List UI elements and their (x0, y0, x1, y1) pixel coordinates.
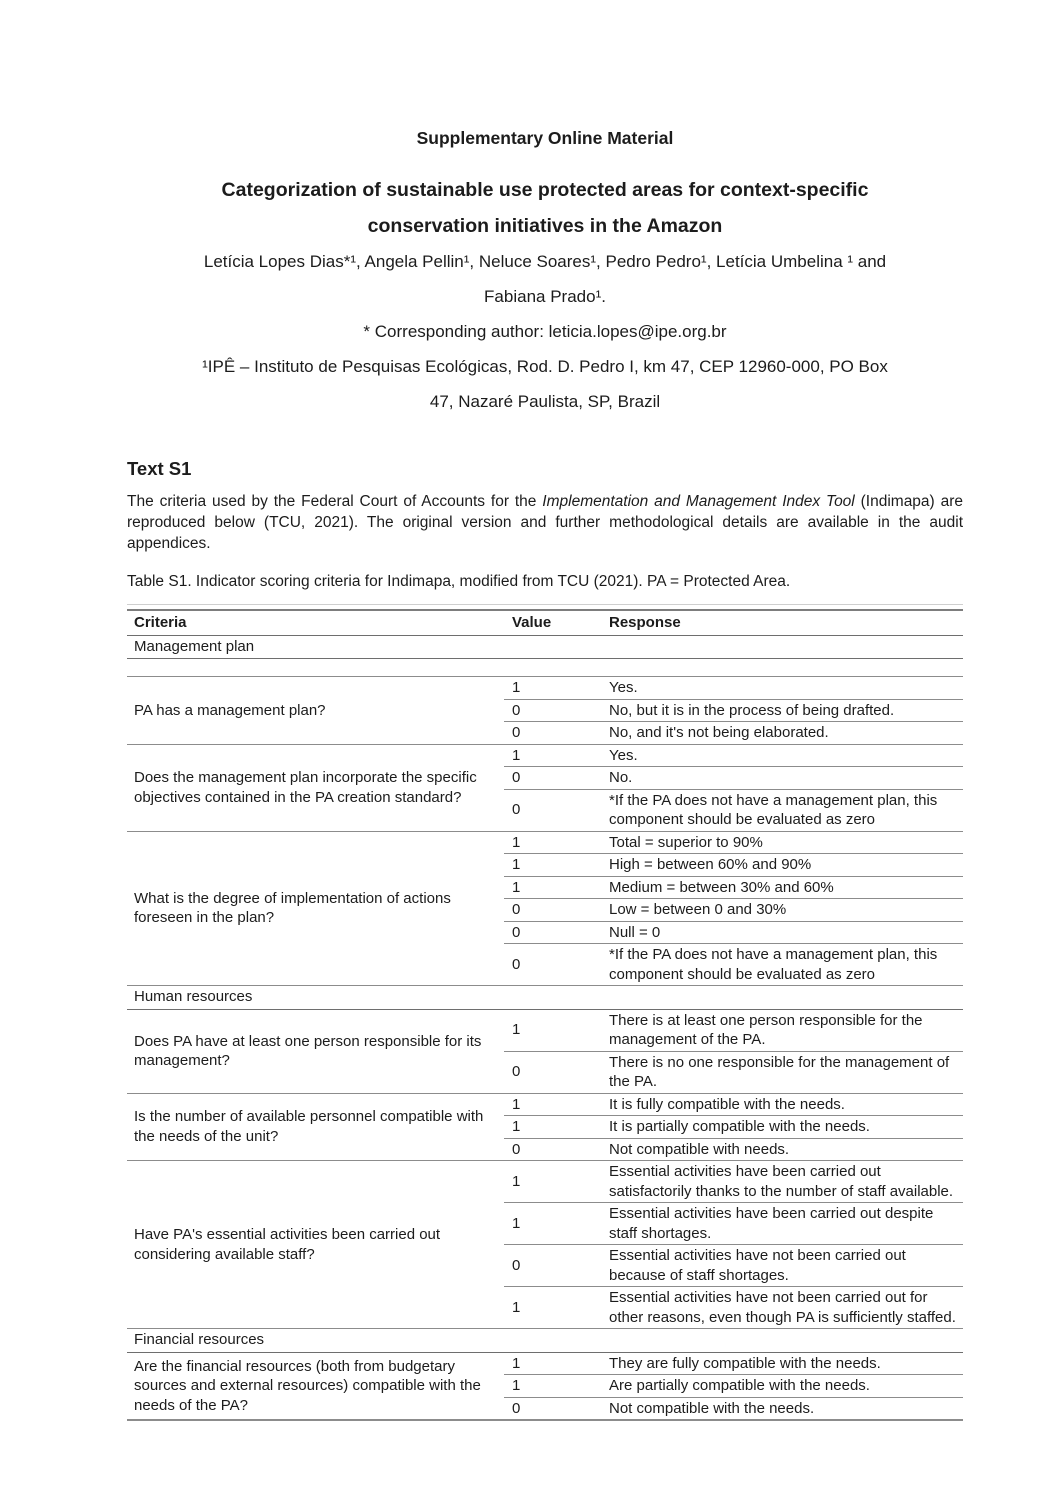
value-cell: 0 (512, 1063, 521, 1081)
author-list-line2: Fabiana Prado¹. (484, 287, 606, 306)
value-cell: 1 (512, 1021, 521, 1039)
indimapa-criteria-table (127, 609, 963, 1421)
value-cell: 0 (512, 955, 521, 973)
value-cell: 0 (512, 1256, 521, 1274)
criteria-group-row (127, 677, 963, 745)
value-cell: 1 (512, 746, 521, 764)
table-s1 (127, 604, 963, 1421)
response-cell: *If the PA does not have a management plan, this component should be evaluated as zero (609, 791, 938, 828)
value-cell: 1 (512, 878, 521, 896)
response-cell: Essential activities have not been carried out because of staff shortages. (609, 1247, 906, 1284)
response-cell: Yes. (609, 746, 638, 764)
entry-row (504, 767, 963, 790)
criteria-group-row (127, 1094, 963, 1162)
entry-row (504, 944, 963, 985)
response-cell: Yes. (609, 679, 638, 696)
criteria-cell: Are the financial resources (both from budgetary sources and external resources) compatible with the needs of the PA? (134, 1357, 481, 1414)
response-cell: Total = superior to 90% (609, 833, 763, 851)
corresponding-author: * Corresponding author: leticia.lopes@ipe.org.br (363, 322, 727, 341)
table-caption: Table S1. Indicator scoring criteria for Indimapa, modified from TCU (2021). PA = Protected Area. (127, 573, 791, 590)
table-section-row: Human resources (127, 986, 963, 1010)
entry-row (504, 854, 963, 877)
value-cell: 1 (512, 1095, 521, 1113)
response-cell: Low = between 0 and 30% (609, 901, 787, 918)
intro-paragraph (127, 491, 963, 554)
value-cell: 1 (512, 1354, 521, 1372)
value-cell: 1 (512, 1214, 521, 1232)
entry-row (504, 899, 963, 922)
entry-row (504, 745, 963, 768)
entry-row (504, 1398, 963, 1420)
value-cell: 1 (512, 679, 521, 696)
criteria-cell: Does the management plan incorporate the specific objectives contained in the PA creation standard? (134, 769, 477, 806)
value-cell: 0 (512, 1399, 521, 1417)
entry-row (504, 922, 963, 945)
section-heading-text-s1: Text S1 (127, 458, 192, 479)
entry-row (504, 1353, 963, 1376)
entry-row (504, 700, 963, 723)
value-cell: 0 (512, 724, 521, 741)
value-cell: 0 (512, 769, 521, 786)
criteria-cell: What is the degree of implementation of actions foreseen in the plan? (134, 889, 451, 927)
column-header-criteria: Criteria (134, 614, 187, 631)
entry-row (504, 790, 963, 831)
value-cell: 1 (512, 856, 521, 873)
intro-paragraph-pre: The criteria used by the Federal Court of Accounts for the (127, 493, 543, 510)
value-cell: 0 (512, 801, 521, 819)
entry-row (504, 722, 963, 744)
response-cell: It is fully compatible with the needs. (609, 1095, 845, 1113)
table-spacer-row (127, 659, 963, 677)
entry-row (504, 877, 963, 900)
value-cell: 0 (512, 923, 521, 941)
entry-list (504, 1010, 963, 1093)
entry-list (504, 832, 963, 986)
author-list (127, 244, 963, 314)
response-cell: There is no one responsible for the management of the PA. (609, 1053, 950, 1090)
supplementary-label: Supplementary Online Material (416, 128, 674, 148)
entry-row (504, 1010, 963, 1052)
article-title (127, 172, 963, 244)
value-cell: 0 (512, 1140, 521, 1158)
entry-row (504, 1161, 963, 1203)
response-cell: Essential activities have been carried out satisfactorily thanks to the number of staff available. (609, 1163, 954, 1200)
value-cell: 1 (512, 1172, 521, 1190)
affiliation-line1: ¹IPÊ – Instituto de Pesquisas Ecológicas, Rod. D. Pedro I, km 47, CEP 12960-000, PO Box (202, 357, 888, 376)
value-cell: 0 (512, 701, 521, 719)
value-cell: 1 (512, 1118, 521, 1135)
value-cell: 0 (512, 901, 521, 918)
criteria-cell: PA has a management plan? (134, 701, 326, 719)
response-cell: No. (609, 769, 633, 786)
criteria-group-row (127, 832, 963, 987)
entry-row (504, 677, 963, 700)
entry-row (504, 1375, 963, 1398)
response-cell: It is partially compatible with the needs. (609, 1118, 870, 1135)
response-cell: High = between 60% and 90% (609, 856, 812, 873)
entry-list (504, 677, 963, 744)
entry-row (504, 1116, 963, 1139)
response-cell: Essential activities have been carried out despite staff shortages. (609, 1205, 934, 1242)
criteria-cell: Does PA have at least one person responsible for its management? (134, 1032, 482, 1069)
entry-row (504, 832, 963, 855)
response-cell: Medium = between 30% and 60% (609, 878, 834, 896)
criteria-cell: Have PA's essential activities been carried out considering available staff? (134, 1226, 441, 1263)
response-cell: No, and it's not being elaborated. (609, 724, 829, 741)
value-cell: 1 (512, 1298, 521, 1316)
value-cell: 1 (512, 833, 521, 851)
response-cell: Essential activities have not been carried out for other reasons, even though PA is sufficiently staffed. (609, 1289, 956, 1326)
article-title-line2: conservation initiatives in the Amazon (367, 215, 723, 237)
column-header-value: Value (512, 614, 552, 631)
criteria-group-row (127, 1010, 963, 1094)
author-list-line1: Letícia Lopes Dias*¹, Angela Pellin¹, Neluce Soares¹, Pedro Pedro¹, Letícia Umbelina ¹ and (203, 252, 887, 271)
response-cell: Not compatible with the needs. (609, 1399, 815, 1417)
entry-row (504, 1245, 963, 1287)
intro-paragraph-post: (Indimapa) are reproduced below (TCU, 2021). The original version and further methodological details are available in the audit appendices. (127, 493, 963, 552)
criteria-group-row (127, 1353, 963, 1422)
table-section-row: Management plan (127, 636, 963, 660)
intro-paragraph-italic-tool-name: Implementation and Management Index Tool (542, 493, 855, 510)
entry-row (504, 1287, 963, 1328)
affiliation (127, 349, 963, 419)
entry-row (504, 1139, 963, 1161)
criteria-group-row (127, 745, 963, 832)
response-cell: Null = 0 (609, 923, 661, 941)
response-cell: No, but it is in the process of being drafted. (609, 701, 895, 719)
entry-row (504, 1052, 963, 1093)
entry-row (504, 1203, 963, 1245)
response-cell: Are partially compatible with the needs. (609, 1377, 870, 1394)
table-body (127, 636, 963, 1422)
response-cell: There is at least one person responsible for the management of the PA. (609, 1011, 923, 1048)
value-cell: 1 (512, 1377, 521, 1394)
table-header-row (127, 611, 963, 636)
article-title-line1: Categorization of sustainable use protected areas for context-specific (221, 179, 869, 201)
table-section-row: Financial resources (127, 1329, 963, 1353)
affiliation-line2: 47, Nazaré Paulista, SP, Brazil (429, 392, 661, 411)
entry-list (504, 1353, 963, 1420)
criteria-group-row (127, 1161, 963, 1329)
response-cell: *If the PA does not have a management plan, this component should be evaluated as zero (609, 946, 938, 983)
response-cell: They are fully compatible with the needs. (609, 1354, 881, 1372)
response-cell: Not compatible with needs. (609, 1140, 790, 1158)
entry-list (504, 1161, 963, 1328)
front-matter (127, 121, 963, 419)
entry-list (504, 745, 963, 831)
entry-row (504, 1094, 963, 1117)
criteria-cell: Is the number of available personnel compatible with the needs of the unit? (134, 1108, 484, 1145)
entry-list (504, 1094, 963, 1161)
column-header-response: Response (609, 614, 681, 631)
